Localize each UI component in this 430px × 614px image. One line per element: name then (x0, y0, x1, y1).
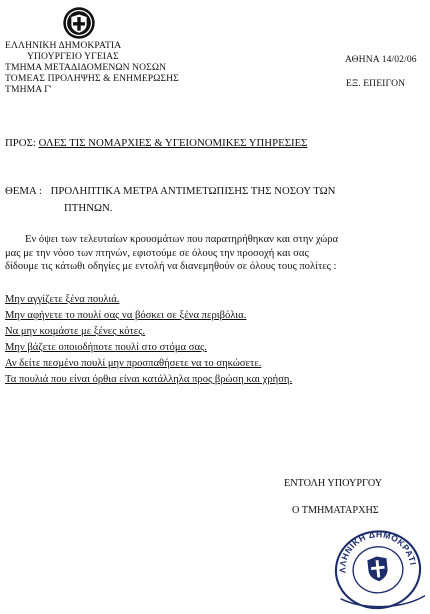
seal-text: ΕΛΛΗΝΙΚΗ ΔΗΜΟΚΡΑΤΙΑ (337, 529, 419, 574)
instruction-item: Να μην κοιμάστε με ξένες κότες. (5, 326, 146, 337)
official-seal-stamp (330, 520, 426, 610)
instruction-item: Μην αφήνετε το πουλί σας να βόσκει σε ξένα περιβόλια. (5, 310, 247, 321)
subject-line1: ΠΡΟΛΗΠΤΙΚΑ ΜΕΤΡΑ ΑΝΤΙΜΕΤΩΠΙΣΗΣ ΤΗΣ ΝΟΣΟΥ ΤΩΝ (50, 185, 336, 197)
subject-line2: ΠΤΗΝΩΝ. (64, 202, 113, 214)
org-line: ΥΠΟΥΡΓΕΙΟ ΥΓΕΙΑΣ (27, 51, 119, 62)
intro-line: μας με την νόσο των πτηνών, εφιστούμε σε όλους την προσοχή και σας (5, 247, 309, 259)
intro-line: δίδουμε τις κάτωθι οδηγίες με εντολή να διανεμηθούν σε όλους τους πολίτες : (5, 261, 337, 273)
org-line: ΕΛΛΗΝΙΚΗ ΔΗΜΟΚΡΑΤΙΑ (5, 40, 122, 51)
instruction-item: Αν δείτε πεσμένο πουλί μην προσπαθήσετε να το σηκώσετε. (5, 358, 262, 369)
urgency-label: ΕΞ. ΕΠΕΙΓΟΝ (346, 78, 406, 89)
intro-paragraph (5, 233, 338, 274)
org-line: ΤΟΜΕΑΣ ΠΡΟΛΗΨΗΣ & ΕΝΗΜΕΡΩΣΗΣ (5, 73, 179, 84)
org-line: ΤΜΗΜΑ Γ' (5, 84, 52, 95)
recipient-value: ΟΛΕΣ ΤΙΣ ΝΟΜΑΡΧΙΕΣ & ΥΓΕΙΟΝΟΜΙΚΕΣ ΥΠΗΡΕΣΙΕΣ (38, 137, 308, 149)
signature-line2: Ο ΤΜΗΜΑΤΑΡΧΗΣ (292, 505, 379, 516)
org-line: ΤΜΗΜΑ ΜΕΤΑΔΙΔΟΜΕΝΩΝ ΝΟΣΩΝ (5, 62, 167, 73)
instructions-list (5, 292, 292, 388)
subject-label: ΘΕΜΑ : (5, 185, 42, 197)
place-date: ΑΘΗΝΑ 14/02/06 (345, 54, 417, 65)
instruction-item: Μην βάζετε οποιοδήποτε πουλί στο στόμα σας. (5, 342, 207, 353)
signature-line1: ΕΝΤΟΛΗ ΥΠΟΥΡΓΟΥ (284, 478, 383, 489)
recipient-label: ΠΡΟΣ: (5, 137, 36, 149)
intro-line: Εν όψει των τελευταίων κρουσμάτων που παρατηρήθηκαν και στην χώρα (25, 234, 339, 245)
instruction-item: Μην αγγίζετε ξένα πουλιά. (5, 294, 120, 305)
subject (5, 185, 335, 197)
recipient (5, 137, 307, 149)
instruction-item: Τα πουλιά που είναι όρθια είναι κατάλληλα προς βρώση και χρήση. (5, 374, 293, 385)
greek-emblem-icon (62, 6, 96, 40)
header-org-block (5, 40, 179, 95)
